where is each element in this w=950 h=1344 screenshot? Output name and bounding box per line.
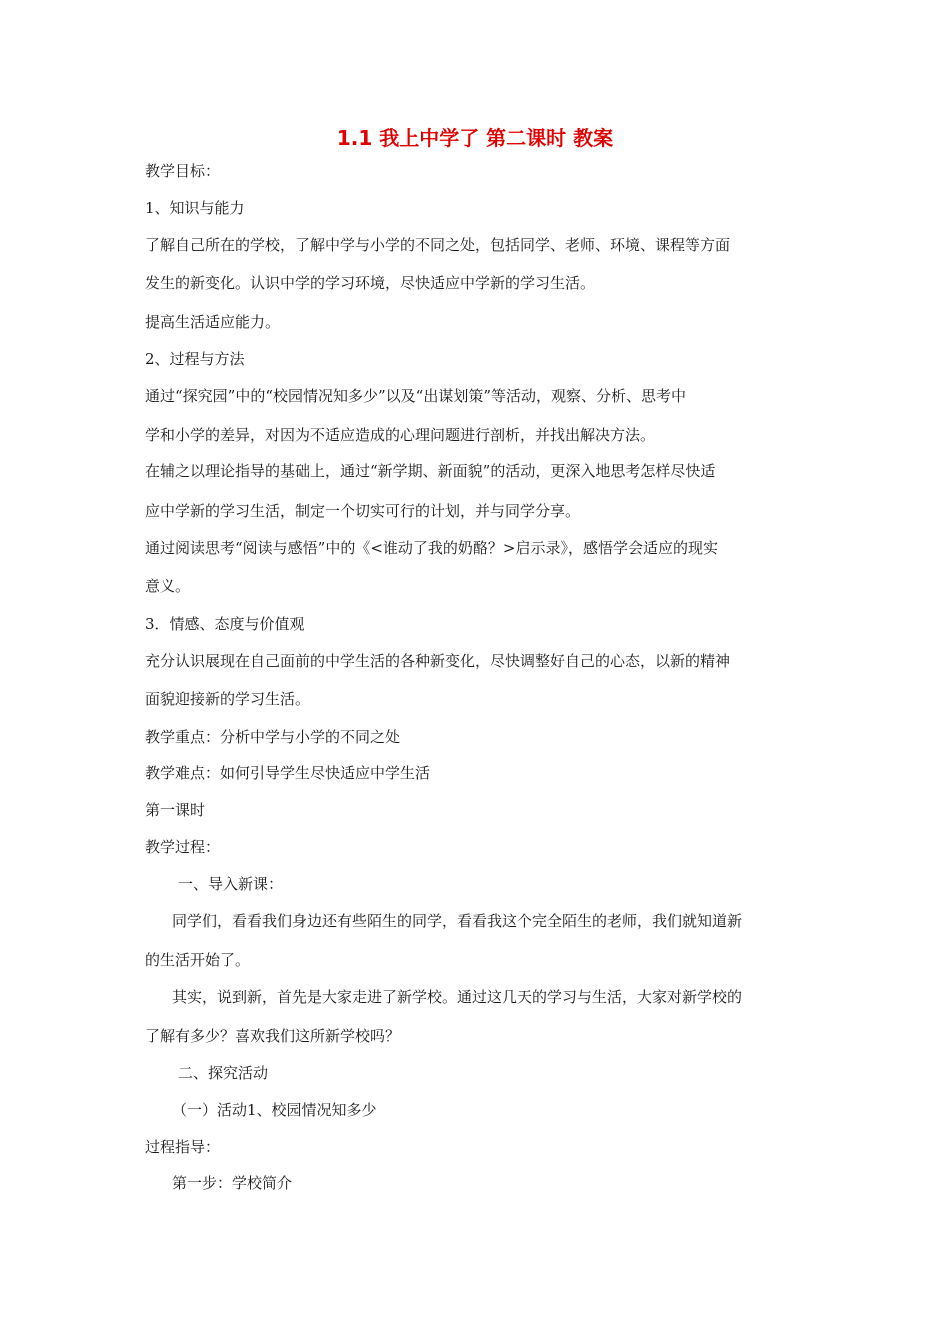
text-line: 应中学新的学习生活，制定一个切实可行的计划，并与同学分享。 — [145, 502, 581, 520]
text-line: 面貌迎接新的学习生活。 — [145, 690, 311, 708]
text-line: 过程指导： — [145, 1138, 221, 1156]
text-line: 意义。 — [145, 577, 191, 595]
text-line: 的生活开始了。 — [145, 951, 251, 969]
text-line: 通过“探究园”中的“校园情况知多少”以及“出谋划策”等活动，观察、分析、思考中 — [145, 387, 687, 405]
text-line: 在辅之以理论指导的基础上，通过“新学期、新面貌”的活动，更深入地思考怎样尽快适 — [145, 462, 716, 480]
text-line: 第一步：学校简介 — [172, 1174, 293, 1192]
section-heading: 3．情感、态度与价值观 — [145, 615, 305, 633]
text-line: 同学们，看看我们身边还有些陌生的同学，看看我这个完全陌生的老师，我们就知道新 — [172, 912, 743, 930]
text-line: 教学目标： — [145, 162, 221, 180]
text-line: 通过阅读思考“阅读与感悟”中的《<谁动了我的奶酪？>启示录》，感悟学会适应的现实 — [145, 539, 718, 557]
text-line: 教学难点：如何引导学生尽快适应中学生活 — [145, 764, 431, 782]
text-line: 教学重点：分析中学与小学的不同之处 — [145, 728, 401, 746]
section-heading: 二、探究活动 — [178, 1064, 269, 1082]
document-title: 1.1 我上中学了 第二课时 教案 — [336, 126, 614, 150]
text-line: 充分认识展现在自己面前的中学生活的各种新变化，尽快调整好自己的心态，以新的精神 — [145, 652, 731, 670]
text-line: 学和小学的差异，对因为不适应造成的心理问题进行剖析，并找出解决方法。 — [145, 426, 656, 444]
text-line: 2、过程与方法 — [145, 350, 245, 368]
text-line: 第一课时 — [145, 801, 206, 819]
text-line: 了解有多少？喜欢我们这所新学校吗？ — [145, 1027, 401, 1045]
text-line: 提高生活适应能力。 — [145, 313, 281, 331]
text-line: 教学过程： — [145, 838, 221, 856]
section-heading: 一、导入新课： — [178, 875, 284, 893]
text-line: （一）活动1、校园情况知多少 — [172, 1101, 377, 1119]
text-line: 1、知识与能力 — [145, 199, 245, 217]
text-line: 了解自己所在的学校，了解中学与小学的不同之处，包括同学、老师、环境、课程等方面 — [145, 236, 731, 254]
text-line: 其实，说到新，首先是大家走进了新学校。通过这几天的学习与生活，大家对新学校的 — [172, 988, 743, 1006]
text-line: 发生的新变化。认识中学的学习环境，尽快适应中学新的学习生活。 — [145, 274, 596, 292]
